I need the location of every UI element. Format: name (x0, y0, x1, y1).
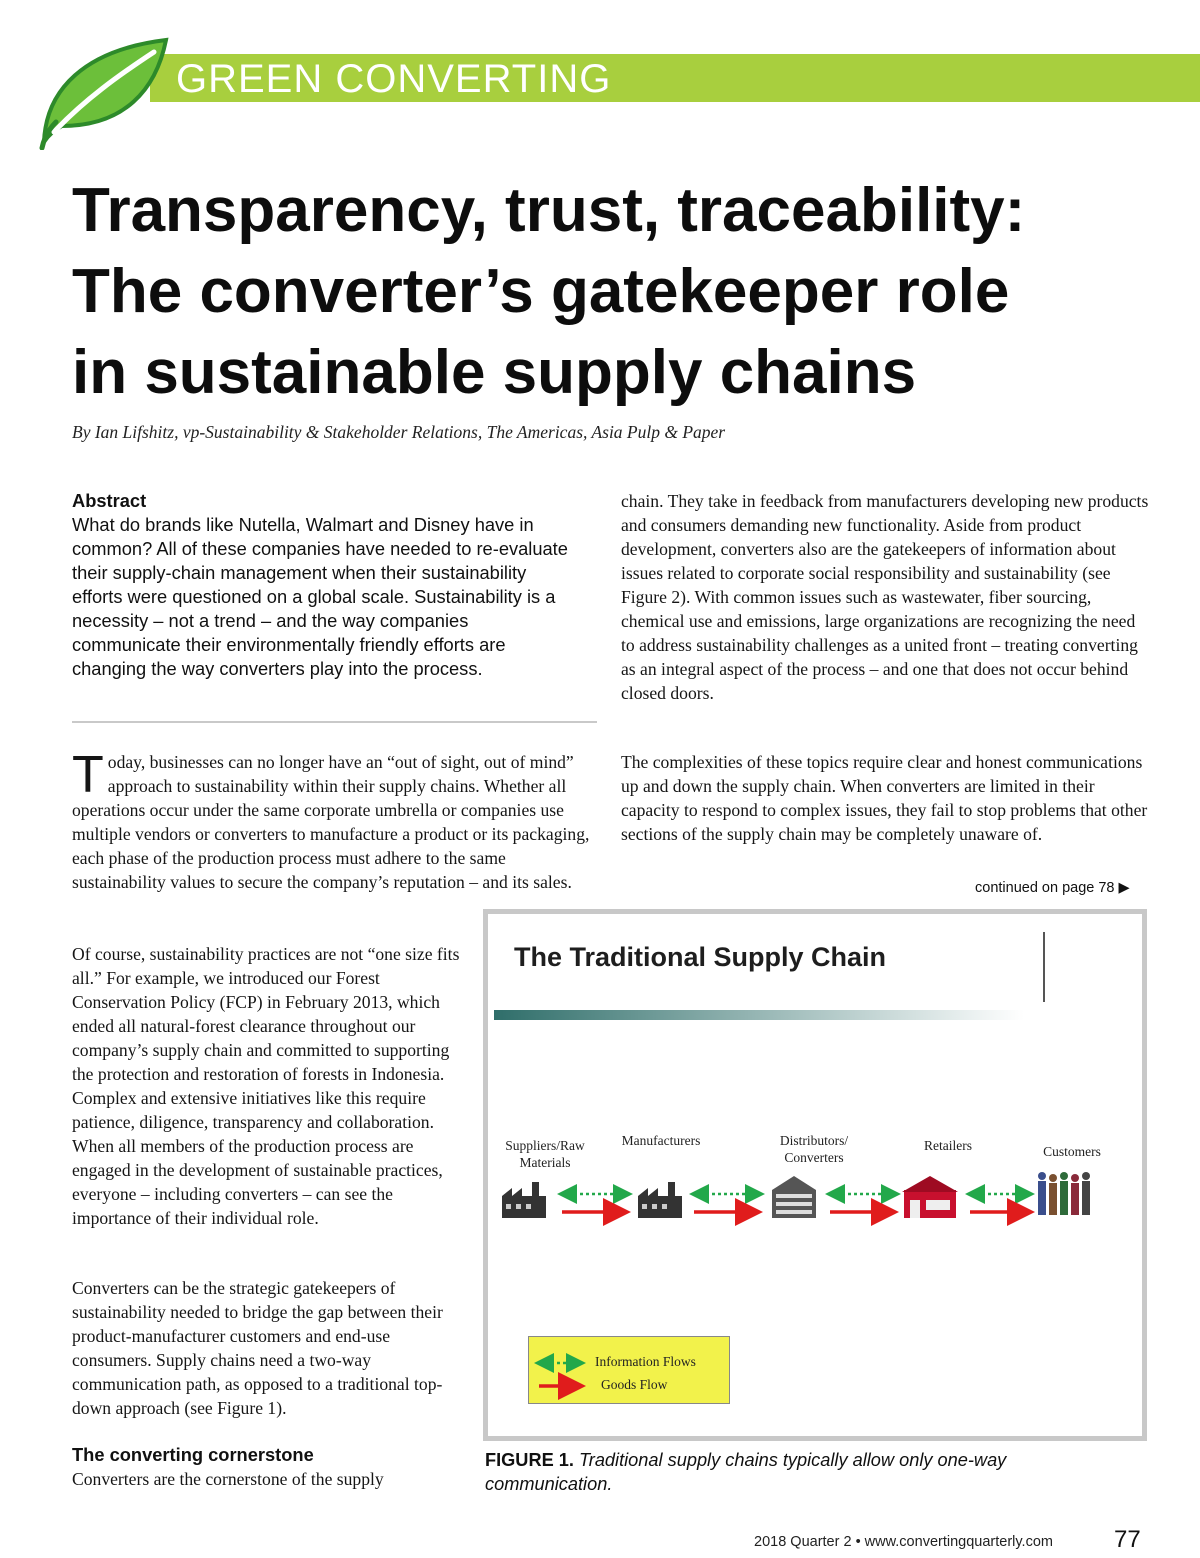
body-paragraph (72, 746, 592, 894)
building-icon (772, 1176, 816, 1218)
footer-issue: 2018 Quarter 2 • www.convertingquarterly.com (754, 1534, 1053, 1550)
body-paragraph: Converters are the cornerstone of the supply (72, 1469, 384, 1489)
divider (72, 721, 597, 723)
paragraph-text: oday, businesses can no longer have an “out of sight, out of mind” approach to sustainability within their supply chains. Whether all operations occur under the same corporate umbrella or companies use multiple vendors or converters to manufacture a product or its packaging, each phase of the production process must adhere to the same sustainability values to secure the company’s reputation – and its sales. (72, 752, 590, 892)
stage-customers: Customers (1043, 1144, 1101, 1159)
body-paragraph: The complexities of these topics require clear and honest communications up and down the supply chain. When converters are limited in their capacity to respond to complex issues, they fail to stop problems that other sections of the supply chain may be completely unaware of. (621, 752, 1148, 844)
subheading: The converting cornerstone (72, 1444, 314, 1465)
stage-distributors: Distributors/ Converters (779, 1133, 849, 1165)
figure-1 (483, 909, 1147, 1441)
stage-manufacturers: Manufacturers (621, 1133, 701, 1148)
figure-caption (485, 1448, 1125, 1496)
legend-goods-label: Goods Flow (601, 1377, 668, 1392)
stage-retailers: Retailers (924, 1138, 972, 1153)
abstract-text: What do brands like Nutella, Walmart and Disney have in common? All of these companies have needed to re-evaluate their supply-chain management when their sustainability efforts were questioned on a global scale. Sustainability is a necessity – not a trend – and the way companies communicate their environmentally friendly efforts are changing the way converters play into the process. (72, 514, 568, 679)
abstract-heading: Abstract (72, 490, 147, 511)
legend (528, 1336, 730, 1404)
legend-info-label: Information Flows (595, 1354, 696, 1369)
factory-icon (502, 1182, 546, 1218)
title-line: The converter’s gatekeeper role (72, 257, 1010, 326)
title-bar (494, 1010, 1024, 1020)
caption-text: Traditional supply chains typically allow only one-way communication. (485, 1450, 1007, 1494)
section-label: GREEN CONVERTING (176, 57, 612, 101)
figure-title: The Traditional Supply Chain (514, 942, 887, 972)
abstract (72, 489, 572, 681)
article-title (72, 170, 1172, 413)
title-line: Transparency, trust, traceability: (72, 176, 1026, 245)
customers-icon (1038, 1172, 1090, 1215)
byline: By Ian Lifshitz, vp-Sustainability & Stakeholder Relations, The Americas, Asia Pulp & Paper (72, 422, 726, 442)
body-paragraph: Of course, sustainability practices are not “one size fits all.” For example, we introduced our Forest Conservation Policy (FCP) in February 2013, which ended all natural-forest clearance throughout our company’s supply chain and committed to supporting the protection and restoration of forests in Indonesia. Complex and extensive initiatives like this require patience, diligence, transparency and collaboration. When all members of the production process are engaged in the development of sustainable practices, everyone – including converters – can see the importance of their individual role. (72, 944, 460, 1228)
drop-cap: T (72, 746, 104, 804)
leaf-icon (34, 30, 174, 150)
continued-link[interactable]: continued on page 78 ▶ (975, 880, 1130, 896)
factory-icon (638, 1182, 682, 1218)
store-icon (902, 1176, 958, 1218)
body-paragraph: chain. They take in feedback from manufacturers developing new products and consumers demanding new functionality. Aside from product development, converters also are the gatekeepers of information about issues related to corporate social responsibility and sustainability (see Figure 2). With common issues such as wastewater, fiber sourcing, chemical use and emissions, large organizations are recognizing the need to address sustainability challenges as a united front – treating converting as an integral aspect of the process – and one that does not occur behind closed doors. (621, 491, 1149, 703)
page-number: 77 (1114, 1526, 1141, 1553)
body-paragraph: Converters can be the strategic gatekeepers of sustainability needed to bridge the gap between their product-manufacturer customers and end-use consumers. Supply chains need a two-way communication path, as opposed to a traditional top-down approach (see Figure 1). (72, 1278, 443, 1418)
caption-label: FIGURE 1. (485, 1450, 574, 1470)
stage-suppliers: Suppliers/Raw Materials (505, 1138, 585, 1170)
title-line: in sustainable supply chains (72, 338, 917, 407)
